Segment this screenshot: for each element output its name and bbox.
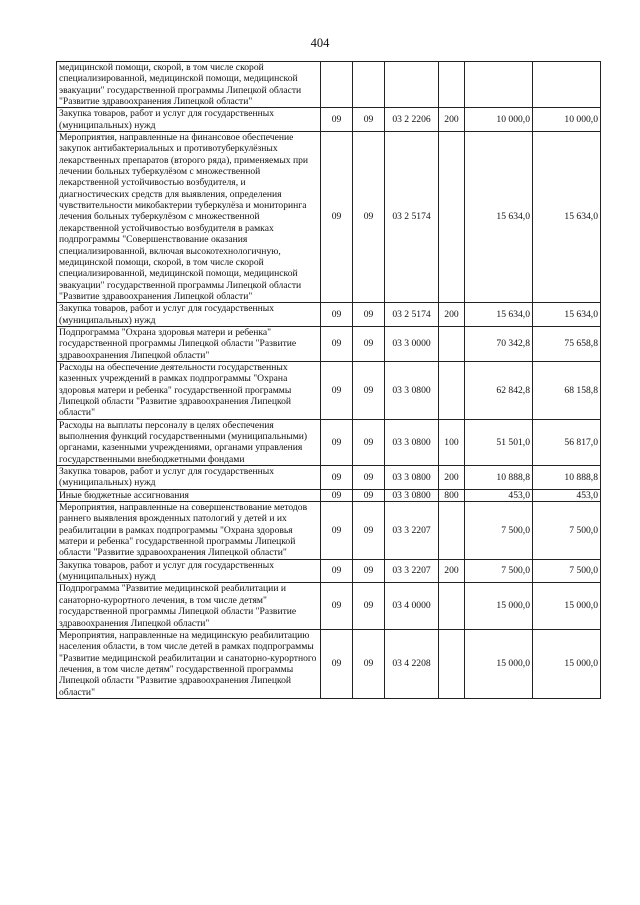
cell-amount-year1: 7 500,0 <box>465 502 533 560</box>
cell-target-article: 03 3 0800 <box>385 419 439 465</box>
table-row <box>57 108 601 132</box>
cell-amount-year1: 15 634,0 <box>465 303 533 327</box>
cell-section: 09 <box>321 419 353 465</box>
cell-name: Расходы на обеспечение деятельности государственных казенных учреждений в рамках подпрограммы "Охрана здоровья матери и ребенка" государственной программы Липецкой области "Развитие здравоохранения Липецкой области" <box>57 361 321 419</box>
cell-amount-year2: 15 634,0 <box>533 132 601 303</box>
cell-amount-year2: 7 500,0 <box>533 502 601 560</box>
cell-subsection: 09 <box>353 303 385 327</box>
cell-target-article: 03 4 2208 <box>385 629 439 698</box>
cell-section: 09 <box>321 583 353 629</box>
cell-target-article: 03 2 5174 <box>385 132 439 303</box>
cell-expense-type <box>439 326 465 361</box>
cell-target-article: 03 3 2207 <box>385 559 439 583</box>
cell-amount-year2: 7 500,0 <box>533 559 601 583</box>
cell-subsection: 09 <box>353 559 385 583</box>
cell-amount-year1: 453,0 <box>465 489 533 501</box>
cell-amount-year1: 7 500,0 <box>465 559 533 583</box>
cell-section <box>321 62 353 108</box>
cell-expense-type: 200 <box>439 303 465 327</box>
cell-expense-type: 200 <box>439 559 465 583</box>
cell-amount-year2: 15 000,0 <box>533 583 601 629</box>
cell-expense-type <box>439 583 465 629</box>
cell-section: 09 <box>321 303 353 327</box>
cell-name: Мероприятия, направленные на совершенствование методов раннего выявления врожденных патологий у детей и их реабилитации в рамках подпрограммы "Охрана здоровья матери и ребенка" государственной программы Липецкой области "Развитие здравоохранения Липецкой области" <box>57 502 321 560</box>
table-row <box>57 326 601 361</box>
cell-section: 09 <box>321 326 353 361</box>
cell-expense-type: 800 <box>439 489 465 501</box>
cell-name: Закупка товаров, работ и услуг для государственных (муниципальных) нужд <box>57 303 321 327</box>
cell-expense-type: 200 <box>439 108 465 132</box>
page-number: 404 <box>310 36 330 50</box>
cell-target-article <box>385 62 439 108</box>
cell-subsection: 09 <box>353 326 385 361</box>
cell-expense-type <box>439 62 465 108</box>
cell-target-article: 03 2 5174 <box>385 303 439 327</box>
cell-section: 09 <box>321 466 353 490</box>
table-row <box>57 629 601 698</box>
table-row <box>57 583 601 629</box>
cell-amount-year1: 10 888,8 <box>465 466 533 490</box>
cell-name: Мероприятия, направленные на медицинскую реабилитацию населения области, в том числе детей в рамках подпрограммы "Развитие медицинской реабилитации и санаторно-курортного лечения, в том числе детям" государственной программы Липецкой области "Развитие здравоохранения Липецкой области" <box>57 629 321 698</box>
cell-amount-year2: 75 658,8 <box>533 326 601 361</box>
cell-amount-year1 <box>465 62 533 108</box>
cell-amount-year2: 15 634,0 <box>533 303 601 327</box>
cell-name: медицинской помощи, скорой, в том числе скорой специализированной, медицинской помощи, медицинской эвакуации" государственной программы Липецкой области "Развитие здравоохранения Липецкой области" <box>57 62 321 108</box>
cell-section: 09 <box>321 108 353 132</box>
table-row <box>57 502 601 560</box>
cell-amount-year1: 15 000,0 <box>465 583 533 629</box>
cell-amount-year2: 10 888,8 <box>533 466 601 490</box>
cell-section: 09 <box>321 502 353 560</box>
cell-name: Закупка товаров, работ и услуг для государственных (муниципальных) нужд <box>57 108 321 132</box>
table-row <box>57 466 601 490</box>
cell-subsection: 09 <box>353 629 385 698</box>
cell-name: Расходы на выплаты персоналу в целях обеспечения выполнения функций государственными (муниципальными) органами, казенными учреждениями, органами управления государственными внебюджетными фондами <box>57 419 321 465</box>
budget-table <box>56 61 601 699</box>
table-row <box>57 361 601 419</box>
cell-target-article: 03 3 0800 <box>385 466 439 490</box>
cell-amount-year1: 15 000,0 <box>465 629 533 698</box>
cell-expense-type <box>439 629 465 698</box>
cell-amount-year2: 56 817,0 <box>533 419 601 465</box>
cell-target-article: 03 2 2206 <box>385 108 439 132</box>
cell-subsection: 09 <box>353 489 385 501</box>
cell-subsection: 09 <box>353 583 385 629</box>
cell-amount-year1: 70 342,8 <box>465 326 533 361</box>
cell-expense-type <box>439 132 465 303</box>
cell-expense-type <box>439 502 465 560</box>
cell-name: Подпрограмма "Охрана здоровья матери и ребенка" государственной программы Липецкой области "Развитие здравоохранения Липецкой области" <box>57 326 321 361</box>
cell-amount-year2: 15 000,0 <box>533 629 601 698</box>
cell-section: 09 <box>321 629 353 698</box>
cell-target-article: 03 4 0000 <box>385 583 439 629</box>
cell-amount-year2: 10 000,0 <box>533 108 601 132</box>
cell-subsection: 09 <box>353 108 385 132</box>
table-row <box>57 559 601 583</box>
cell-name: Иные бюджетные ассигнования <box>57 489 321 501</box>
cell-expense-type: 200 <box>439 466 465 490</box>
cell-name: Мероприятия, направленные на финансовое обеспечение закупок антибактериальных и противотуберкулёзных лекарственных препаратов (второго ряда), применяемых при лечении больных туберкулёзом с множественной лекарственной устойчивостью возбудителя, и диагностических средств для выявления, определения чувствительности микобактерии туберкулёза и мониторинга лечения больных туберкулёзом с множественной лекарственной устойчивостью возбудителя в рамках подпрограммы "Совершенствование оказания специализированной, включая высокотехнологичную, медицинской помощи, скорой, в том числе скорой специализированной, медицинской помощи, медицинской эвакуации" государственной программы Липецкой области "Развитие здравоохранения Липецкой области" <box>57 132 321 303</box>
table-row <box>57 489 601 501</box>
cell-section: 09 <box>321 559 353 583</box>
cell-subsection: 09 <box>353 502 385 560</box>
cell-name: Подпрограмма "Развитие медицинской реабилитации и санаторно-курортного лечения, в том числе детям" государственной программы Липецкой области "Развитие здравоохранения Липецкой области" <box>57 583 321 629</box>
cell-expense-type: 100 <box>439 419 465 465</box>
table-row <box>57 62 601 108</box>
cell-subsection: 09 <box>353 419 385 465</box>
cell-subsection: 09 <box>353 132 385 303</box>
table-row <box>57 419 601 465</box>
cell-amount-year1: 10 000,0 <box>465 108 533 132</box>
table-body <box>57 62 601 699</box>
cell-amount-year2 <box>533 62 601 108</box>
cell-section: 09 <box>321 132 353 303</box>
cell-amount-year1: 62 842,8 <box>465 361 533 419</box>
cell-expense-type <box>439 361 465 419</box>
cell-name: Закупка товаров, работ и услуг для государственных (муниципальных) нужд <box>57 559 321 583</box>
cell-amount-year2: 453,0 <box>533 489 601 501</box>
cell-amount-year1: 15 634,0 <box>465 132 533 303</box>
cell-target-article: 03 3 0800 <box>385 489 439 501</box>
cell-subsection: 09 <box>353 361 385 419</box>
cell-section: 09 <box>321 361 353 419</box>
cell-target-article: 03 3 2207 <box>385 502 439 560</box>
cell-subsection <box>353 62 385 108</box>
cell-target-article: 03 3 0800 <box>385 361 439 419</box>
cell-target-article: 03 3 0000 <box>385 326 439 361</box>
table-row <box>57 132 601 303</box>
cell-subsection: 09 <box>353 466 385 490</box>
cell-section: 09 <box>321 489 353 501</box>
table-row <box>57 303 601 327</box>
cell-amount-year2: 68 158,8 <box>533 361 601 419</box>
cell-amount-year1: 51 501,0 <box>465 419 533 465</box>
cell-name: Закупка товаров, работ и услуг для государственных (муниципальных) нужд <box>57 466 321 490</box>
